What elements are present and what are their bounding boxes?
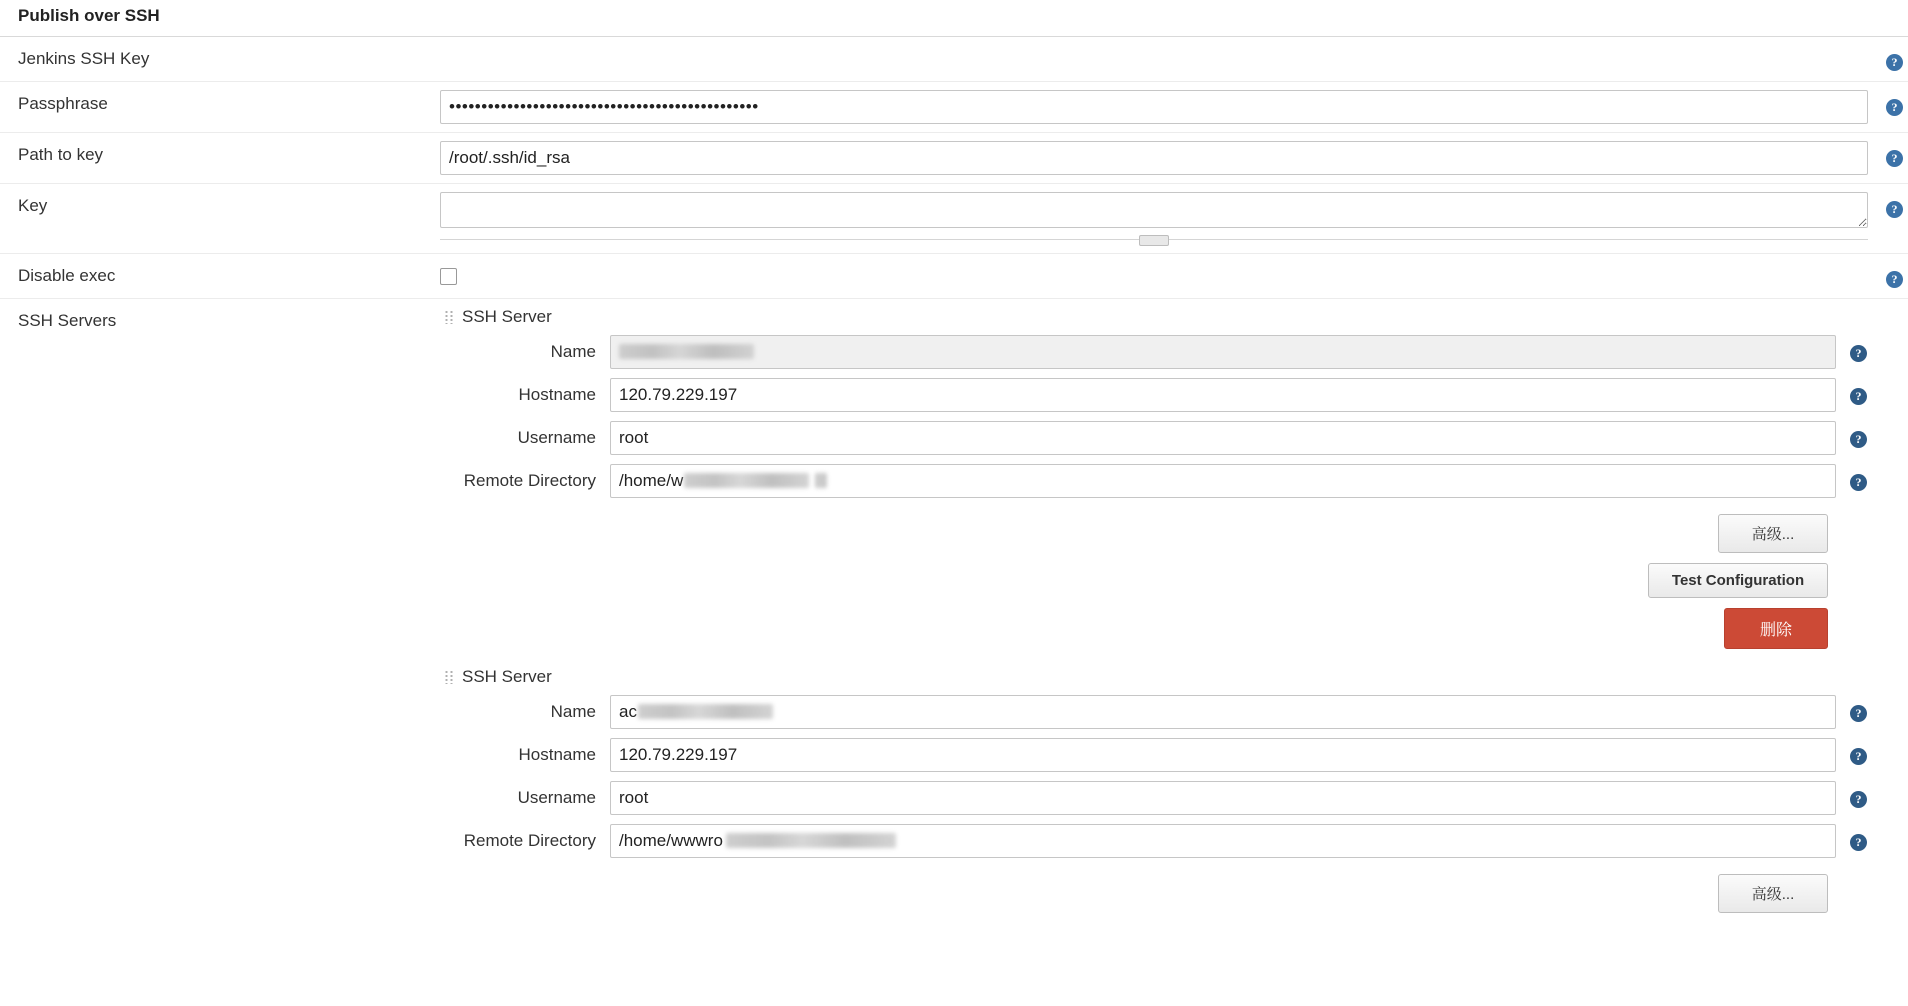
help-icon: ? (1850, 748, 1867, 765)
help-icon: ? (1850, 388, 1867, 405)
help-icon: ? (1850, 705, 1867, 722)
help-icon: ? (1886, 201, 1903, 218)
row-ssh-servers (0, 299, 1908, 939)
field-row-hostname (460, 738, 1868, 772)
field-row-username (460, 781, 1868, 815)
key-label: Key (18, 196, 48, 215)
username-control (610, 781, 1868, 815)
path-to-key-field (440, 133, 1908, 183)
path-to-key-input[interactable] (440, 141, 1868, 175)
row-disable-exec (0, 254, 1908, 299)
ssh-server-0-delete-button[interactable]: 删除 (1724, 608, 1828, 649)
ssh-server-1-advanced-button[interactable]: 高级... (1718, 874, 1828, 913)
ssh-server-1-hostname-input[interactable] (610, 738, 1836, 772)
remote-directory-control (610, 824, 1868, 858)
field-row-username (460, 421, 1868, 455)
help-icon-ssh-server-0-name[interactable] (1850, 342, 1868, 362)
ssh-server-title: SSH Server (462, 307, 552, 326)
name-control (610, 695, 1868, 729)
help-icon-ssh-server-0-remote-directory[interactable] (1850, 471, 1868, 491)
field-row-remote-directory (460, 824, 1868, 858)
jenkins-ssh-key-label: Jenkins SSH Key (18, 49, 150, 68)
ssh-server-0-advanced-button[interactable]: 高级... (1718, 514, 1828, 553)
ssh-server-1-name-input[interactable] (610, 695, 1836, 729)
jenkins-ssh-key-field (440, 37, 1908, 53)
username-label: Username (517, 788, 596, 807)
ssh-server-1-username-input[interactable] (610, 781, 1836, 815)
hostname-label: Hostname (518, 385, 596, 404)
help-icon-ssh-server-1-name[interactable] (1850, 702, 1868, 722)
path-to-key-label: Path to key (18, 145, 104, 164)
field-row-remote-directory (460, 464, 1868, 498)
section-title: Publish over SSH (0, 0, 1908, 37)
name-label: Name (550, 342, 596, 361)
remote-directory-control (610, 464, 1868, 498)
drag-handle-icon[interactable] (444, 310, 454, 324)
help-icon: ? (1886, 271, 1903, 288)
grip-knob[interactable] (1139, 235, 1169, 246)
ssh-server-0-delete-row (460, 608, 1868, 649)
ssh-server-block (440, 307, 1868, 649)
help-icon-ssh-server-0-hostname[interactable] (1850, 385, 1868, 405)
passphrase-label: Passphrase (18, 94, 108, 113)
ssh-server-0-test-row (460, 563, 1868, 598)
ssh-server-0-test-configuration-button[interactable]: Test Configuration (1648, 563, 1828, 598)
key-textarea[interactable] (440, 192, 1868, 228)
row-jenkins-ssh-key (0, 37, 1908, 82)
name-label: Name (550, 702, 596, 721)
ssh-server-block (440, 667, 1868, 913)
ssh-server-0-advanced-row (460, 514, 1868, 553)
ssh-servers-label: SSH Servers (18, 311, 117, 330)
help-icon: ? (1850, 474, 1867, 491)
ssh-server-0-remote-directory-input[interactable] (610, 464, 1836, 498)
ssh-server-title-row (440, 667, 1868, 687)
help-icon-path-to-key[interactable] (1886, 147, 1904, 165)
ssh-server-0-username-input[interactable] (610, 421, 1836, 455)
field-row-hostname (460, 378, 1868, 412)
ssh-server-title: SSH Server (462, 667, 552, 686)
drag-handle-icon[interactable] (444, 670, 454, 684)
help-icon: ? (1886, 99, 1903, 116)
disable-exec-field (440, 254, 1908, 298)
ssh-server-0-hostname-input[interactable] (610, 378, 1836, 412)
help-icon: ? (1850, 431, 1867, 448)
help-icon-disable-exec[interactable] (1886, 268, 1904, 286)
hostname-control (610, 378, 1868, 412)
help-icon: ? (1886, 150, 1903, 167)
help-icon-ssh-server-1-username[interactable] (1850, 788, 1868, 808)
help-icon-ssh-server-0-username[interactable] (1850, 428, 1868, 448)
help-icon-key[interactable] (1886, 198, 1904, 216)
hostname-control (610, 738, 1868, 772)
row-key (0, 184, 1908, 254)
field-row-name (460, 335, 1868, 369)
ssh-server-title-row (440, 307, 1868, 327)
passphrase-input[interactable] (440, 90, 1868, 124)
ssh-server-1-advanced-row (460, 874, 1868, 913)
remote-directory-label: Remote Directory (463, 831, 596, 850)
help-icon: ? (1886, 54, 1903, 71)
help-icon: ? (1850, 345, 1867, 362)
key-field (440, 184, 1908, 253)
field-row-name (460, 695, 1868, 729)
hostname-label: Hostname (518, 745, 596, 764)
row-passphrase (0, 82, 1908, 133)
ssh-servers-list (440, 299, 1908, 939)
key-resize-grip[interactable] (440, 235, 1868, 245)
help-icon-jenkins-ssh-key[interactable] (1886, 51, 1904, 69)
ssh-server-0-name-input[interactable] (610, 335, 1836, 369)
disable-exec-checkbox[interactable] (440, 268, 457, 285)
help-icon: ? (1850, 834, 1867, 851)
username-control (610, 421, 1868, 455)
disable-exec-label: Disable exec (18, 266, 116, 285)
passphrase-field (440, 82, 1908, 132)
help-icon-passphrase[interactable] (1886, 96, 1904, 114)
ssh-server-1-remote-directory-input[interactable] (610, 824, 1836, 858)
help-icon: ? (1850, 791, 1867, 808)
help-icon-ssh-server-1-remote-directory[interactable] (1850, 831, 1868, 851)
name-control (610, 335, 1868, 369)
remote-directory-label: Remote Directory (463, 471, 596, 490)
username-label: Username (517, 428, 596, 447)
row-path-to-key (0, 133, 1908, 184)
help-icon-ssh-server-1-hostname[interactable] (1850, 745, 1868, 765)
